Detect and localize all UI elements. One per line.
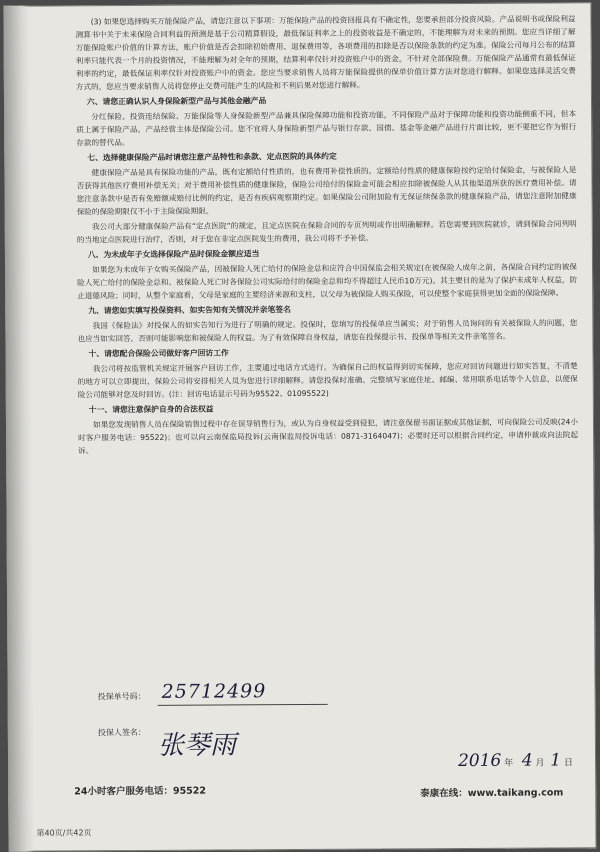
section-paragraph: 我国《保险法》对投保人的如实告知行为进行了明确的规定。投保时，您填写的投保单应当属实；对于销售人员询问的有关被保险人的问题，您也应当如实回答，否则可能影响您和被保险人的权益。为了有效保障自身权益，请您在投保提示书、投保单等相关文件亲笔签名。 <box>77 318 578 344</box>
policy-number-handwritten: 25712499 <box>161 680 267 703</box>
section-heading: 八、为未成年子女选择保险产品时保险金额应适当 <box>87 249 260 260</box>
section-heading: 七、选择健康保险产品时请您注意产品特性和条款、定点医院的具体约定 <box>87 151 337 163</box>
section-paragraph: 我公司大部分健康保险产品有“定点医院”的规定，且定点医院在保险合同的专页列明或作出明确解释。若您需要到医院就诊，请到保险合同列明的当地定点医院进行治疗，否则，对于您在非定点医院发生的费用，我公司将不予补偿。 <box>76 219 577 245</box>
document-page <box>3 2 596 852</box>
date-day: 1 <box>550 750 562 771</box>
section-paragraph: 我公司将按监管机关规定开展客户回访工作，主要通过电话方式进行。为确保自己的权益得到切实保障，您应对回访问题进行如实答复，不清楚的地方可以立即提出，保险公司将安排相关人员为您进行详细解释。请您投保时准确、完整填写家庭住址、邮编、常用联系电话等个人信息，以便保险公司能够对您及时回访。(注：回访电话显示号码为95522、01095522) <box>77 361 578 400</box>
section-paragraph: 如果您发现销售人员在保险销售过程中存在误导销售行为，或认为自身权益受到侵犯，请注意保留书面证据或其他证据，可向保险公司反映(24小时客户服务电话：95522)；也可以向云南保监局投诉(云南保监局投诉电话：0871-3164047)；必要时还可以根据合同约定，申请仲裁或向法院起诉。 <box>78 417 579 456</box>
date-year-unit: 年 <box>504 758 514 769</box>
page-edge-shadow <box>3 6 34 852</box>
policy-number-label: 投保单号码： <box>97 691 146 702</box>
date-day-unit: 日 <box>563 758 574 769</box>
notice-body <box>75 12 578 459</box>
policy-number-field <box>98 680 568 713</box>
page-number: 第40页/共42页 <box>36 828 92 838</box>
policy-number-underline <box>158 704 328 706</box>
customer-hotline: 24小时客户服务电话：95522 <box>74 785 207 798</box>
section-paragraph: 健康保险产品是具有保险功能的产品，既有定额给付性质的，也有费用补偿性质的。定额给付性质的健康保险按约定给付保险金，与被保险人是否获得其他医疗费用补偿无关；对于费用补偿性质的健康保险，保险公司给付的保险金可能会相应扣除被保险人从其他渠道所获的医疗费用补偿。请您注意条款中是否有免赔额或赔付比例的约定，是否有疾病观察期约定。如果保险公司附加险有无保证续保条款的健康保险产品，请您注意附加健康保险的保险期限仅不小于主险保险期限。 <box>76 165 577 217</box>
date-year: 2016 <box>457 750 502 772</box>
section-heading: 十一、请您注意保护自身的合法权益 <box>88 404 214 415</box>
date-month-unit: 月 <box>535 758 545 769</box>
applicant-signature: 张琴雨 <box>157 730 237 761</box>
section-paragraph: (3) 如果您选择购买万能保险产品，请您注意以下事项：万能保险产品的投资回报具有不确定性，您要承担部分投资风险。产品说明书或保险利益测算书中关于未来保险合同利益的预测是基于公司精算假设，最低保证利率之上的投资收益是不确定的，不能理解为对未来的预期。您应当详细了解万能保险账户价值的计算方法，账户价值是否会扣除初始费用、退保费用等，各项费用的扣除是否以保险条款的约定为准。保险公司每月公布的结算利率只能代表一个月的投资情况，不能理解为对全年的预期，结算利率仅针对投资账户中的资金，不针对全部保险费。万能保险产品通常有最低保证利率的约定，最低保证利率仅针对投资账户中的资金。您应当要求销售人员将万能保险提供的保单价值计算方法对您进行解释。如果您选择灵活交费方式的，您应当要求销售人员将您停止交费可能产生的风险和不利后果对您进行解释。 <box>75 14 576 92</box>
date-month: 4 <box>521 750 533 771</box>
section-heading: 九、请您如实填写投保资料、如实告知有关情况并亲笔签名 <box>88 305 291 316</box>
signing-date <box>458 750 573 771</box>
section-paragraph: 如果您为未成年子女购买保险产品，因被保险人死亡给付的保险金总和应符合中国保监会相关规定(在被保险人成年之前，各保险合同约定的被保险人死亡给付的保险金总和、被保险人死亡时各保险公司实际给付的保险金总和均不得超过人民币10万元)。其主要目的是为了保护未成年人权益，防止道德风险；同时，从整个家庭看，父母是家庭的主要经济来源和支柱，以父母为被保险人购买保险，可以使整个家庭获得更加全面的保险保障。 <box>77 262 578 301</box>
applicant-signature-label: 投保人签名： <box>97 727 146 738</box>
section-heading: 十、请您配合保险公司做好客户回访工作 <box>88 348 229 359</box>
section-paragraph: 分红保险、投资连结保险、万能保险等人身保险新型产品兼具保险保障功能和投资功能，不同保险产品对于保障功能和投资功能侧重不同，但本质上属于保险产品，产品经营主体是保险公司。您不宜将人身保险新型产品与银行存款、国债、基金等金融产品进行片面比较，更不要把它作为银行存款的替代品。 <box>76 109 577 148</box>
website-address: 泰康在线：www.taikang.com <box>420 787 564 800</box>
section-heading: 六、请您正确认识人身保险新型产品与其他金融产品 <box>86 96 267 107</box>
